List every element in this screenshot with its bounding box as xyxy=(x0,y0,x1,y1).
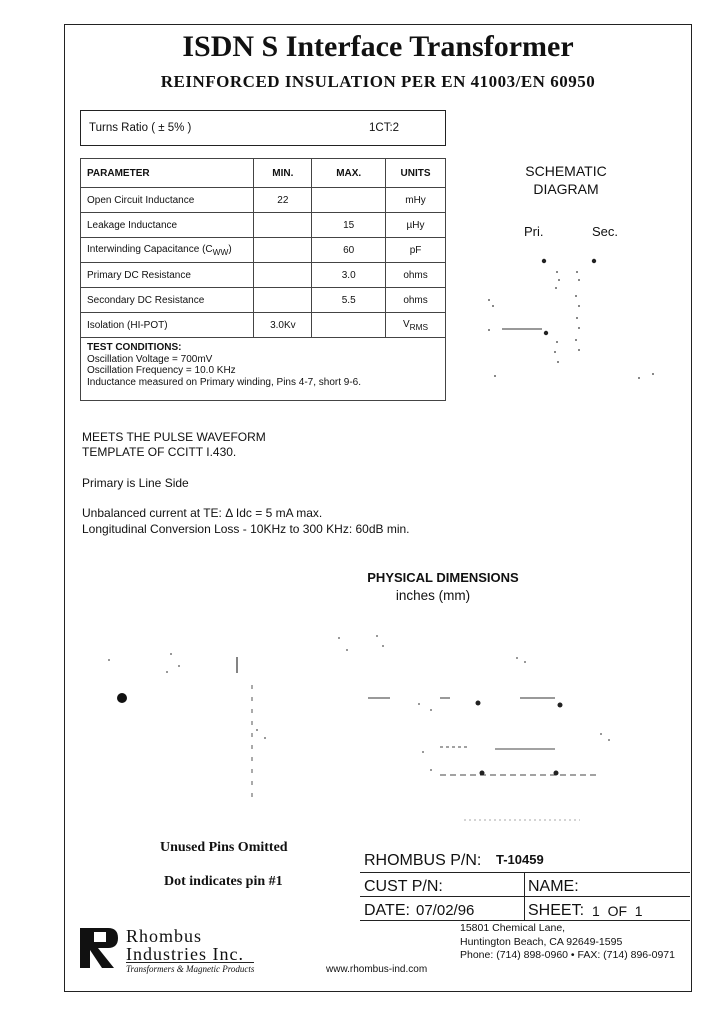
physical-dimensions-heading: PHYSICAL DIMENSIONS xyxy=(367,570,519,585)
cell-max xyxy=(312,313,386,338)
param-tail: ) xyxy=(228,243,232,255)
primary-label: Pri. xyxy=(524,224,544,239)
table-row xyxy=(81,313,446,338)
company-name-line: Industries Inc. xyxy=(126,944,244,964)
pin1-dot-secondary xyxy=(592,259,596,263)
company-tagline: Transformers & Magnetic Products xyxy=(126,964,255,974)
turns-ratio-box xyxy=(80,110,446,146)
title-block-rule xyxy=(360,920,690,921)
address-line: 15801 Chemical Lane, xyxy=(460,922,566,934)
date-value: 07/02/96 xyxy=(416,902,475,919)
units-text: V xyxy=(402,318,410,330)
cell-max: 3.0 xyxy=(312,263,386,288)
cust-pn-label: CUST P/N: xyxy=(364,878,443,895)
pulse-note xyxy=(82,430,266,460)
test-conditions-heading: TEST CONDITIONS: xyxy=(87,342,182,353)
units-subscript: RMS xyxy=(409,321,429,332)
cell-parameter: Open Circuit Inductance xyxy=(81,188,254,213)
title-block-rule xyxy=(360,896,690,897)
pin1-marker-dot xyxy=(117,693,127,703)
test-conditions-row xyxy=(81,338,446,401)
dimension-annotations xyxy=(108,635,610,771)
pad-dot xyxy=(480,771,485,776)
cell-min xyxy=(254,263,312,288)
turns-ratio-value: 1CT:2 xyxy=(369,122,400,134)
sheet-value: 1 OF 1 xyxy=(592,903,643,919)
cell-parameter xyxy=(81,238,254,263)
cell-units: pF xyxy=(386,238,446,263)
table-row xyxy=(81,213,446,238)
page-subtitle: REINFORCED INSULATION PER EN 41003/EN 60950 xyxy=(160,72,596,91)
cell-parameter: Secondary DC Resistance xyxy=(81,288,254,313)
pad-dot xyxy=(558,703,563,708)
schematic-title-line: DIAGRAM xyxy=(533,181,599,197)
cell-min: 22 xyxy=(254,188,312,213)
cell-max xyxy=(312,188,386,213)
cell-max: 5.5 xyxy=(312,288,386,313)
cell-units xyxy=(386,313,446,338)
rhombus-logo-icon xyxy=(78,926,122,970)
rhombus-pn-value: T-10459 xyxy=(496,852,544,867)
rhombus-pn-label: RHOMBUS P/N: xyxy=(364,852,482,869)
physical-dimensions xyxy=(64,570,692,603)
col-header-max: MAX. xyxy=(312,159,386,188)
note-line: TEMPLATE OF CCITT I.430. xyxy=(82,445,237,459)
table-row xyxy=(81,288,446,313)
param-text: Interwinding Capacitance (C xyxy=(87,243,213,255)
cell-units: ohms xyxy=(386,263,446,288)
table-row xyxy=(81,188,446,213)
ct-dot xyxy=(544,331,548,335)
company-name xyxy=(126,927,244,963)
pad-dot xyxy=(476,701,481,706)
cell-units: ohms xyxy=(386,288,446,313)
name-label: NAME: xyxy=(528,878,579,895)
company-address xyxy=(460,922,675,963)
col-header-parameter: PARAMETER xyxy=(81,159,254,188)
cell-min xyxy=(254,288,312,313)
cell-max: 60 xyxy=(312,238,386,263)
unbalanced-note: Unbalanced current at TE: Δ Idc = 5 mA max. xyxy=(82,506,323,520)
physical-dimensions-units: inches (mm) xyxy=(395,588,471,603)
param-subscript: WW xyxy=(212,246,229,257)
turns-ratio-label: Turns Ratio ( ± 5% ) xyxy=(89,122,192,134)
dot-indicates-note: Dot indicates pin #1 xyxy=(164,874,283,889)
pin1-dot-primary xyxy=(542,259,546,263)
test-condition-line: Inductance measured on Primary winding, Pins 4-7, short 9-6. xyxy=(87,376,362,388)
col-header-units: UNITS xyxy=(386,159,446,188)
cell-min xyxy=(254,238,312,263)
cell-min: 3.0Kv xyxy=(254,313,312,338)
schematic-title xyxy=(510,162,622,198)
col-header-min: MIN. xyxy=(254,159,312,188)
secondary-label: Sec. xyxy=(592,224,619,239)
primary-note: Primary is Line Side xyxy=(82,476,189,490)
winding-traces xyxy=(488,271,654,379)
unused-pins-note: Unused Pins Omitted xyxy=(160,840,288,855)
company-name-line: Rhombus xyxy=(126,926,203,946)
dimension-drawing xyxy=(100,625,620,825)
schematic-diagram xyxy=(470,245,670,395)
test-conditions xyxy=(81,338,446,401)
cell-units: mHy xyxy=(386,188,446,213)
phone-fax-line: Phone: (714) 898-0960 • FAX: (714) 896-0971 xyxy=(460,949,675,961)
parameter-table xyxy=(80,158,446,401)
cell-units: µHy xyxy=(386,213,446,238)
cell-max: 15 xyxy=(312,213,386,238)
table-row xyxy=(81,238,446,263)
cell-parameter: Leakage Inductance xyxy=(81,213,254,238)
schematic-title-line: SCHEMATIC xyxy=(525,163,607,179)
company-website[interactable]: www.rhombus-ind.com xyxy=(326,964,428,975)
cell-min xyxy=(254,213,312,238)
pad-dot xyxy=(554,771,559,776)
table-row xyxy=(81,263,446,288)
address-line: Huntington Beach, CA 92649-1595 xyxy=(460,935,623,948)
cell-parameter: Primary DC Resistance xyxy=(81,263,254,288)
longitudinal-note: Longitudinal Conversion Loss - 10KHz to 300 KHz: 60dB min. xyxy=(82,522,410,536)
note-line: MEETS THE PULSE WAVEFORM xyxy=(82,430,266,444)
table-header-row xyxy=(81,159,446,188)
sheet-label: SHEET: xyxy=(528,902,585,919)
page-title: ISDN S Interface Transformer xyxy=(182,30,574,63)
date-label: DATE: xyxy=(364,902,410,919)
test-condition-line: Oscillation Voltage = 700mV xyxy=(87,353,213,365)
cell-parameter: Isolation (HI-POT) xyxy=(81,313,254,338)
test-condition-line: Oscillation Frequency = 10.0 KHz xyxy=(87,365,236,376)
title-block-rule xyxy=(360,872,690,873)
